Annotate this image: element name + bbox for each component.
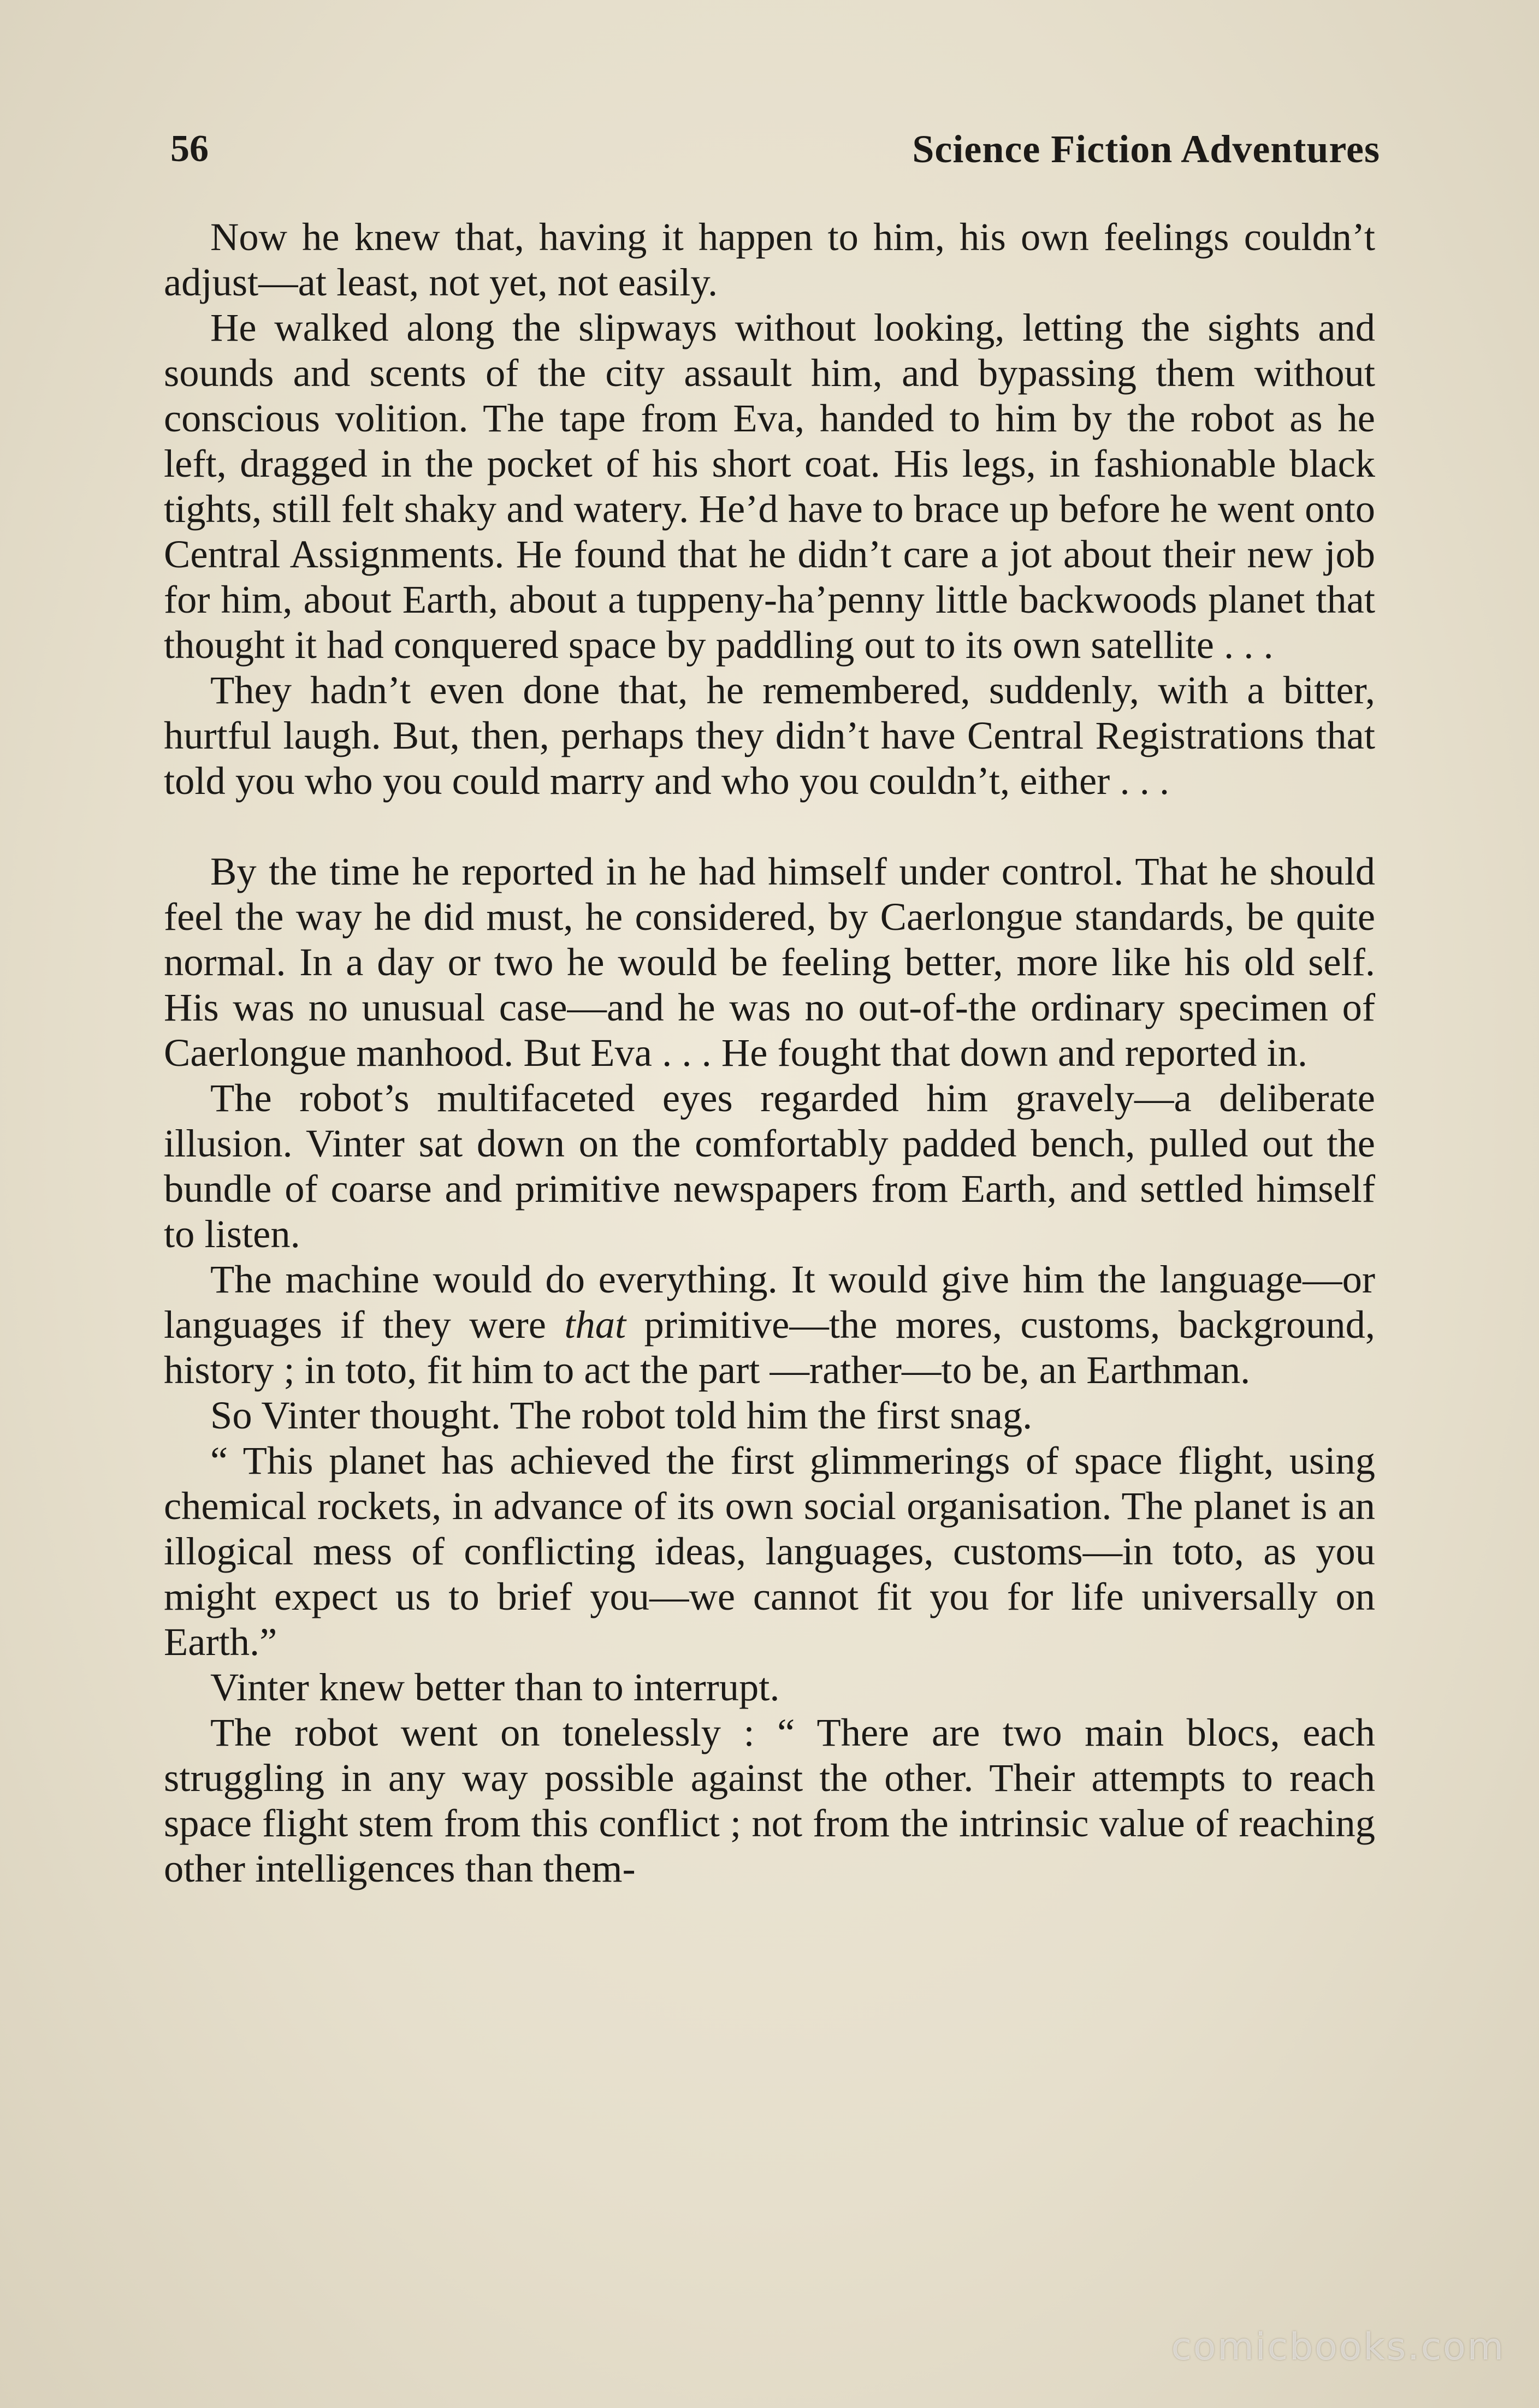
watermark: comicbooks.com <box>1171 2326 1505 2369</box>
paragraph: So Vinter thought. The robot told him the first snag. <box>210 1393 1033 1437</box>
italic-emphasis: that <box>564 1302 626 1347</box>
paragraph <box>164 1256 1375 1392</box>
paragraph: Vinter knew better than to interrupt. <box>210 1665 780 1709</box>
running-title: Science Fiction Adventures <box>912 127 1380 171</box>
body-text <box>164 214 1375 2180</box>
paragraph: By the time he reported in he had himself under control. That he should feel the way he did must, he considered, by Caerlongue standards, be quite normal. In a day or two he would be feeling better, more like his old self. His was no unusual case—and he was no out-of-the ordinary specimen of Caerlongue manhood. But Eva . . . He fought that down and reported in. <box>164 849 1375 1075</box>
paragraph: The robot went on tonelessly : “ There are two main blocs, each struggling in any way possible against the other. Their attempts to reach space flight stem from this conflict ; not from the intrinsic value of reaching other intelligences than them- <box>164 1710 1375 1890</box>
paragraph-text: The machine would do everything. It would give him the language—or languages if they were <box>164 1257 1375 1347</box>
paragraph-text: primitive—the mores, customs, background, history ; in toto, fit him to act the part —rather—to be, an Earthman. <box>164 1302 1375 1392</box>
paragraph: The robot’s multifaceted eyes regarded him gravely—a deliberate illusion. Vinter sat down on the comfortably padded bench, pulled out the bundle of coarse and primitive newspapers from Earth, and settled himself to listen. <box>164 1076 1375 1256</box>
page-number: 56 <box>170 128 209 170</box>
paragraph: He walked along the slipways without looking, letting the sights and sounds and scents of the city assault him, and bypassing them without conscious volition. The tape from Eva, handed to him by the robot as he left, dragged in the pocket of his short coat. His legs, in fashionable black tights, still felt shaky and watery. He’d have to brace up before he went onto Central Assignments. He found that he didn’t care a jot about their new job for him, about Earth, about a tuppeny-ha’penny little backwoods planet that thought it had conquered space by paddling out to its own satellite . . . <box>164 305 1375 667</box>
running-head <box>170 119 1380 179</box>
section-break <box>164 803 1375 849</box>
paragraph: Now he knew that, having it happen to him, his own feelings couldn’t adjust—at least, not yet, not easily. <box>164 215 1375 304</box>
paragraph: They hadn’t even done that, he remembered, suddenly, with a bitter, hurtful laugh. But, then, perhaps they didn’t have Central Registrations that told you who you could marry and who you couldn’t, either . . . <box>164 668 1375 803</box>
paragraph: “ This planet has achieved the first glimmerings of space flight, using chemical rockets, in advance of its own social organisation. The planet is an illogical mess of conflicting ideas, languages, customs—in toto, as you might expect us to brief you—we cannot fit you for life universally on Earth.” <box>164 1438 1375 1664</box>
